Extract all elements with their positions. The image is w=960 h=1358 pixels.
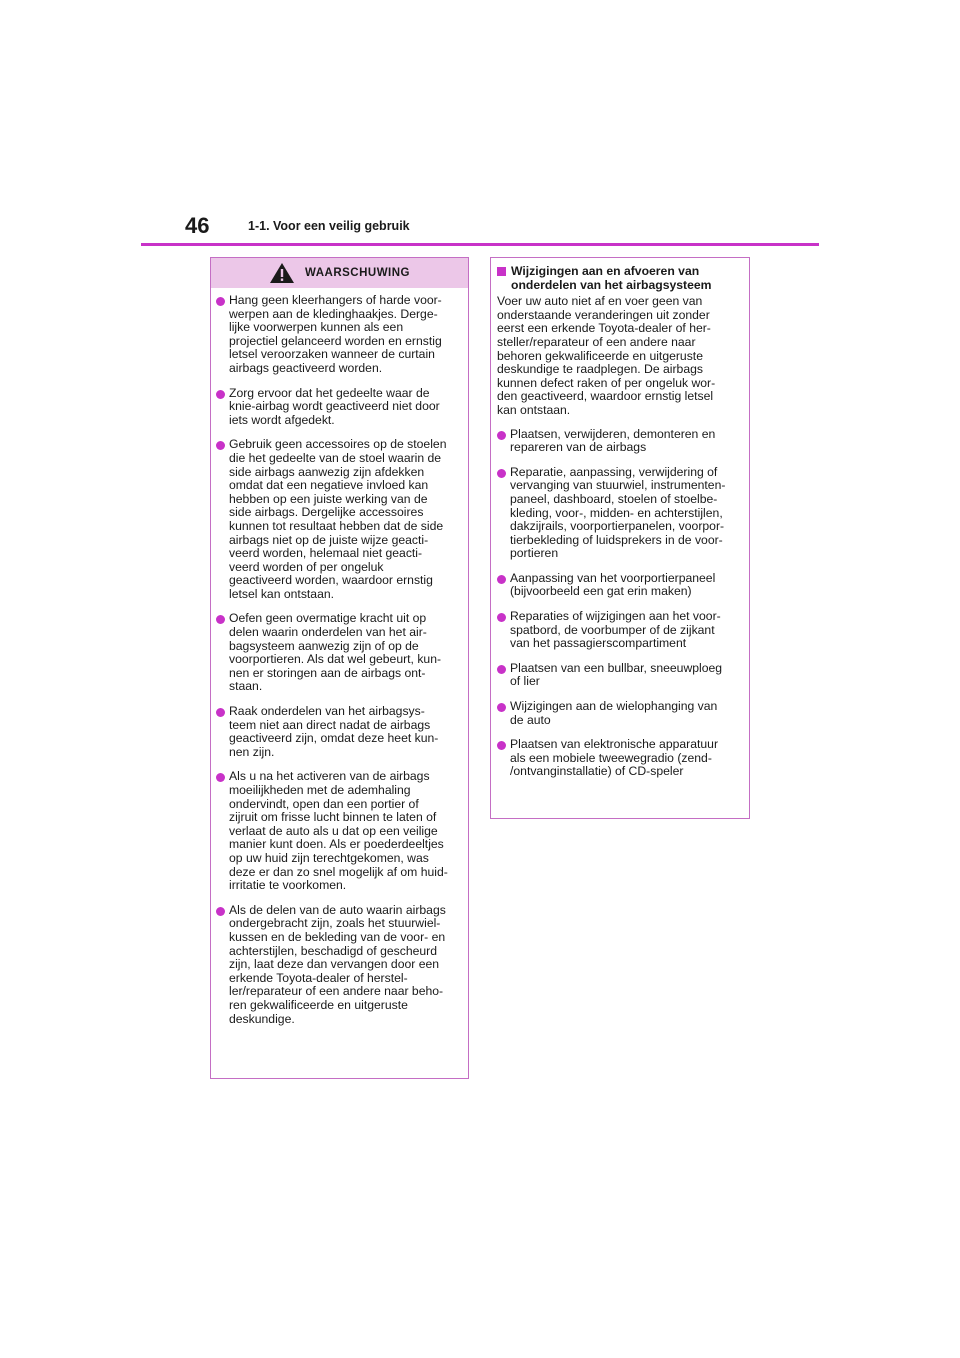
warning-item-text: Als de delen van de auto waarin airbags ondergebracht zijn, zoals het stuurwiel- kussen en de bekleding van de voor- en achterstijlen, beschadigd of gescheurd zijn, laat deze dan vervangen door een erkende Toyota-dealer of herstel- ler/reparateur of een andere naar beho- ren gekwalificeerde en uitgeruste deskundige. xyxy=(229,902,446,1026)
list-item xyxy=(216,438,460,601)
modification-item-text: Plaatsen van een bullbar, sneeuwploeg of lier xyxy=(510,660,723,689)
modification-item-text: Aanpassing van het voorportierpaneel (bijvoorbeeld een gat erin maken) xyxy=(510,570,716,599)
modification-item-text: Wijzigingen aan de wielophanging van de auto xyxy=(510,699,718,727)
bullet-dot-icon xyxy=(216,773,225,782)
list-item xyxy=(497,466,741,561)
list-item xyxy=(497,738,741,779)
list-item xyxy=(216,612,460,694)
list-item xyxy=(497,662,741,689)
warning-title: WAARSCHUWING xyxy=(304,267,411,279)
list-item xyxy=(497,700,741,727)
list-item xyxy=(497,428,741,455)
modifications-box xyxy=(490,257,750,819)
modifications-heading xyxy=(497,265,741,292)
list-item xyxy=(216,770,460,892)
bullet-dot-icon xyxy=(497,431,506,440)
bullet-dot-icon xyxy=(216,297,225,306)
modification-item-text: Reparatie, aanpassing, verwijdering of vervanging van stuurwiel, instrumenten- paneel, dashboard, stoelen of stoelbe- kleding, voor-, midden- en achterstijlen, dakzijrails, voorportierpanelen, voorpor- tierbekleding of luidsprekers in de voor- portieren xyxy=(510,464,726,561)
modifications-intro: Voer uw auto niet af en voer geen van onderstaande veranderingen uit zonder eerst een erkende Toyota-dealer of her- steller/reparateur of een andere naar behoren gekwalificeerde en uitgeruste deskundige te raadplegen. De airbags kunnen defect raken of per ongeluk wor- den geactiveerd, waardoor ernstig letsel kan ontstaan. xyxy=(497,294,716,417)
warning-list xyxy=(211,288,468,1026)
warning-header xyxy=(211,258,468,288)
modification-item-text: Plaatsen, verwijderen, demonteren en repareren van de airbags xyxy=(510,426,716,455)
warning-item-text: Zorg ervoor dat het gedeelte waar de knie-airbag wordt geactiveerd niet door iets wordt afgedekt. xyxy=(229,385,440,427)
bullet-dot-icon xyxy=(216,441,225,450)
warning-item-text: Hang geen kleerhangers of harde voor- werpen aan de kledinghaakjes. Derge- lijke voorwerpen kunnen als een projectiel gelanceerd worden en ernstig letsel veroorzaken wanneer de curtain airbags geactiveerd worden. xyxy=(229,293,442,375)
warning-item-text: Als u na het activeren van de airbags moeilijkheden met de ademhaling ondervindt, open dan een portier of zijruit om frisse lucht binnen te laten of verlaat de auto als u dat op een veilige manier kunt doen. Als er poederdeeltjes op uw huid zijn terechtgekomen, was deze er dan zo snel mogelijk af om huid- irritatie te voorkomen. xyxy=(229,769,448,893)
modifications-heading-text: Wijzigingen aan en afvoeren van onderdelen van het airbagsysteem xyxy=(511,264,712,292)
warning-item-text: Gebruik geen accessoires op de stoelen die het gedeelte van de stoel waarin de side airbags aanwezig zijn afdekken omdat dat een negatieve invloed kan hebben op een juiste werking van de side airbags. Dergelijke accessoires kunnen tot resultaat hebben dat de side airbags niet op de juiste wijze geacti- veerd worden, helemaal niet geacti- veerd worden of per ongeluk geactiveerd worden, waardoor ernstig letsel kan ontstaan. xyxy=(229,437,447,601)
modifications-list xyxy=(497,428,741,779)
bullet-dot-icon xyxy=(216,390,225,399)
section-title: 1-1. Voor een veilig gebruik xyxy=(248,219,410,233)
list-item xyxy=(497,572,741,599)
bullet-dot-icon xyxy=(497,613,506,622)
bullet-dot-icon xyxy=(497,741,506,750)
warning-triangle-icon xyxy=(269,262,295,284)
square-bullet-icon xyxy=(497,267,506,276)
page-number: 46 xyxy=(185,213,210,238)
bullet-dot-icon xyxy=(497,575,506,584)
header-rule xyxy=(141,243,819,246)
bullet-dot-icon xyxy=(497,703,506,712)
warning-box xyxy=(210,257,469,1079)
modification-item-text: Plaatsen van elektronische apparatuur als een mobiele tweewegradio (zend- /ontvanginstallatie) of CD-speler xyxy=(510,737,718,779)
bullet-dot-icon xyxy=(497,469,506,478)
list-item xyxy=(216,904,460,1026)
bullet-dot-icon xyxy=(216,708,225,717)
list-item xyxy=(216,294,460,376)
list-item xyxy=(216,387,460,428)
warning-item-text: Raak onderdelen van het airbagsys- teem niet aan direct nadat de airbags geactiveerd zijn, omdat deze heet kun- nen zijn. xyxy=(229,704,439,759)
bullet-dot-icon xyxy=(216,907,225,916)
list-item xyxy=(497,610,741,651)
modification-item-text: Reparaties of wijzigingen aan het voor- spatbord, de voorbumper of de zijkant van het passagierscompartiment xyxy=(510,609,721,651)
bullet-dot-icon xyxy=(497,665,506,674)
warning-item-text: Oefen geen overmatige kracht uit op delen waarin onderdelen van het air- bagsysteem aanwezig zijn of op de voorportieren. Als dat wel gebeurt, kun- nen er storingen aan de airbags ont- staan. xyxy=(229,611,442,694)
bullet-dot-icon xyxy=(216,615,225,624)
list-item xyxy=(216,705,460,759)
